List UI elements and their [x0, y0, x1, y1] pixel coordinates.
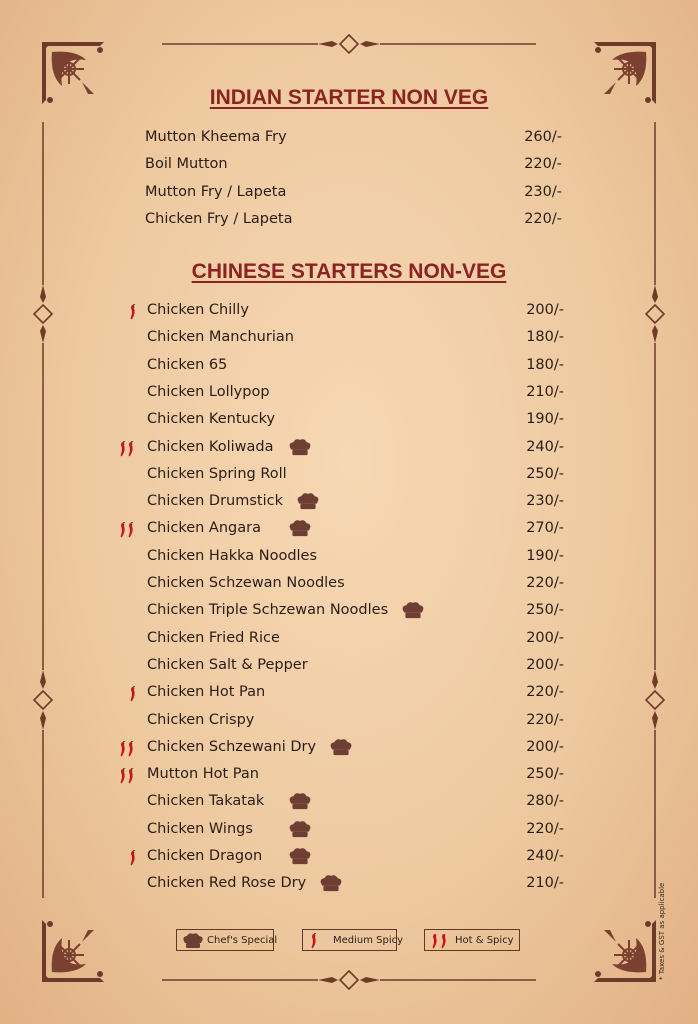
menu-item	[147, 461, 567, 488]
menu-item	[147, 352, 567, 379]
tax-note: * Taxes & GST as applicable	[658, 882, 666, 980]
menu-item-name: Chicken Wings	[147, 820, 253, 837]
menu-item-name: Chicken Manchurian	[147, 329, 294, 346]
menu-item-price: 180/-	[526, 356, 564, 373]
menu-item	[147, 707, 567, 734]
menu-item-name: Chicken 65	[147, 356, 228, 373]
menu-item-price: 240/-	[526, 438, 564, 455]
menu-item-price: 220/-	[526, 575, 564, 591]
medium-spicy-icon	[129, 303, 137, 330]
legend-medium-spicy	[302, 929, 404, 951]
chef-special-icon	[318, 874, 344, 903]
menu-item-name: Chicken Schzewan Noodles	[147, 575, 345, 591]
menu-item	[147, 788, 567, 815]
menu-item-name: Chicken Drumstick	[147, 493, 283, 510]
menu-item-price: 220/-	[524, 156, 562, 173]
menu-item-price: 250/-	[526, 465, 564, 482]
menu-item-name: Chicken Schzewani Dry	[147, 738, 317, 755]
menu-item	[147, 488, 567, 515]
menu-item-name: Mutton Fry / Lapeta	[145, 183, 287, 200]
menu-item	[145, 206, 565, 233]
menu-item	[147, 324, 567, 351]
menu-item	[147, 734, 567, 761]
menu-item-name: Mutton Kheema Fry	[145, 129, 287, 145]
menu-item-name: Chicken Triple Schzewan Noodles	[147, 602, 389, 619]
menu-item-price: 190/-	[526, 547, 564, 564]
menu-item	[147, 761, 567, 788]
menu-item	[147, 297, 567, 324]
menu-item-price: 200/-	[526, 629, 564, 646]
hot-spicy-icon	[119, 521, 135, 548]
menu-item	[147, 679, 567, 706]
menu-item-price: 230/-	[526, 493, 564, 510]
legend-chefs-special	[176, 929, 278, 951]
menu-item-price: 250/-	[526, 766, 564, 783]
menu-item-price: 200/-	[526, 738, 564, 755]
menu-item-name: Chicken Fried Rice	[147, 629, 280, 646]
legend-medium-spicy-label: Medium Spicy	[333, 935, 404, 946]
menu-item	[145, 151, 565, 178]
medium-spicy-icon	[129, 849, 137, 876]
menu-item-price: 260/-	[524, 129, 562, 145]
menu-item-name: Chicken Kentucky	[147, 411, 276, 428]
hot-spicy-icon	[119, 740, 135, 767]
menu-item-price: 230/-	[524, 183, 562, 200]
menu-item-name: Chicken Lollypop	[147, 383, 270, 400]
menu-item-name: Chicken Angara	[147, 520, 261, 537]
menu-item	[147, 434, 567, 461]
menu-item-price: 200/-	[526, 302, 564, 318]
menu-item-name: Mutton Hot Pan	[147, 766, 259, 783]
menu-item-price: 220/-	[526, 684, 564, 701]
menu-item-name: Boil Mutton	[145, 156, 228, 173]
chef-hat-icon	[181, 933, 205, 949]
menu-item-name: Chicken Crispy	[147, 711, 255, 728]
legend-hot-spicy	[424, 929, 520, 951]
menu-item-price: 280/-	[526, 793, 564, 810]
menu-item-name: Chicken Hot Pan	[147, 684, 266, 701]
menu-item-price: 210/-	[526, 875, 564, 892]
menu-item	[147, 543, 567, 570]
menu-item-price: 210/-	[526, 383, 564, 400]
menu-item	[147, 816, 567, 843]
menu-item-price: 200/-	[526, 656, 564, 673]
menu-item-price: 250/-	[526, 602, 564, 619]
menu-item	[147, 870, 567, 897]
menu-item	[147, 379, 567, 406]
menu-item-price: 220/-	[526, 820, 564, 837]
legend-hot-spicy-label: Hot & Spicy	[455, 935, 514, 946]
menu-item	[145, 124, 565, 151]
menu-item-name: Chicken Salt & Pepper	[147, 656, 308, 673]
menu-item-name: Chicken Red Rose Dry	[147, 875, 307, 892]
medium-spicy-icon	[129, 685, 137, 712]
chili-icon	[307, 933, 321, 949]
menu-item-name: Chicken Dragon	[147, 848, 263, 864]
menu-item-price: 190/-	[526, 411, 564, 428]
menu-item-price: 220/-	[524, 210, 562, 227]
section-title-chinese-starters: CHINESE STARTERS NON-VEG	[191, 260, 507, 283]
menu-item-price: 270/-	[526, 520, 564, 537]
legend-chefs-special-label: Chef's Special	[207, 935, 278, 946]
menu-item-name: Chicken Hakka Noodles	[147, 547, 318, 564]
hot-spicy-icon	[119, 440, 135, 467]
menu-item	[147, 515, 567, 542]
menu-item	[147, 597, 567, 624]
menu-item-name: Chicken Koliwada	[147, 438, 274, 455]
menu-item	[147, 406, 567, 433]
menu-item-name: Chicken Chilly	[147, 302, 249, 318]
section-title-indian-starters: INDIAN STARTER NON VEG	[209, 86, 489, 109]
menu-item-price: 180/-	[526, 329, 564, 346]
menu-item-name: Chicken Takatak	[147, 793, 265, 810]
hot-spicy-icon	[119, 767, 135, 794]
menu-item	[147, 843, 567, 870]
menu-item	[145, 179, 565, 206]
menu-item	[147, 570, 567, 597]
menu-item	[147, 652, 567, 679]
menu-item-price: 220/-	[526, 711, 564, 728]
menu-item-name: Chicken Spring Roll	[147, 465, 287, 482]
menu-item	[147, 625, 567, 652]
menu-item-price: 240/-	[526, 848, 564, 864]
double-chili-icon	[429, 933, 451, 949]
menu-item-name: Chicken Fry / Lapeta	[145, 210, 293, 227]
